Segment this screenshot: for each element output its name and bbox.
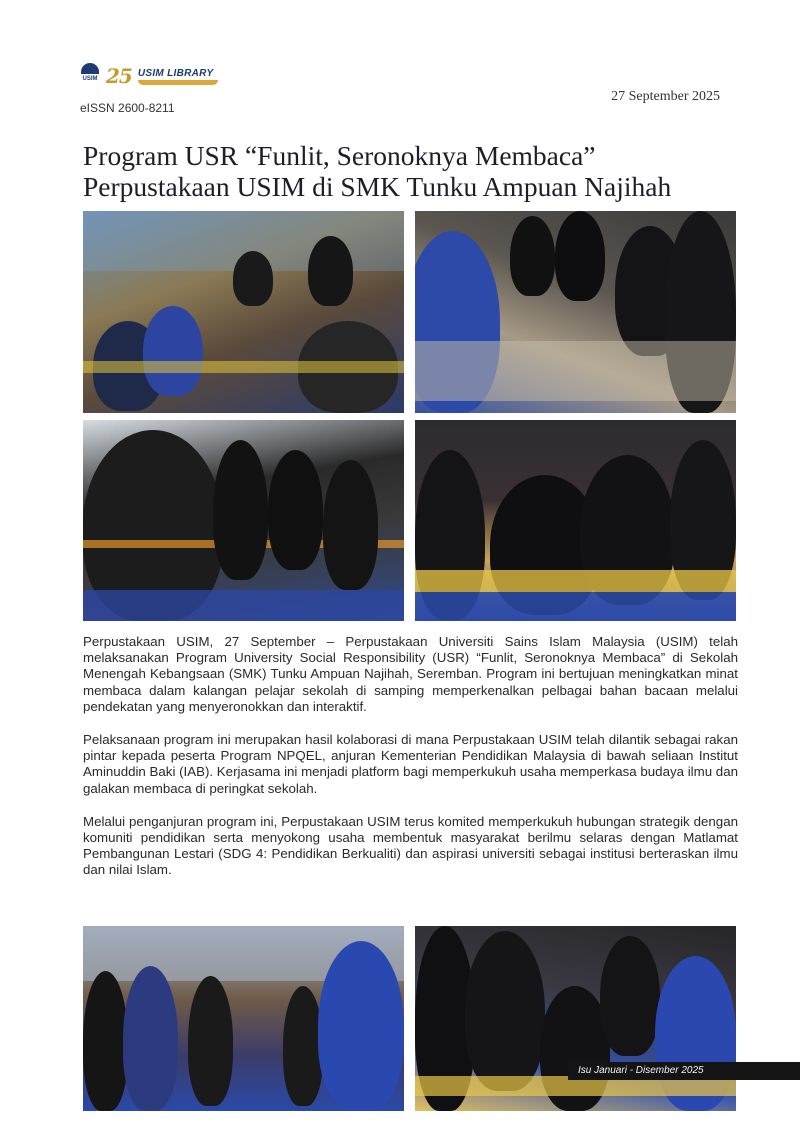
- header-logos: [80, 61, 218, 91]
- article-paragraph: Perpustakaan USIM, 27 September – Perpustakaan Universiti Sains Islam Malaysia (USIM) telah melaksanakan Program University Social Responsibility (USR) “Funlit, Seronoknya Membaca” di Sekolah Menengah Kebangsaan (SMK) Tunku Ampuan Najihah, Seremban. Program ini bertujuan meningkatkan minat membaca dalam kalangan pelajar sekolah di samping memperkenalkan pelbagai bahan bacaan melalui pendekatan yang menyeronokkan dan interaktif.: [83, 634, 738, 714]
- library-logo-text: USIM LIBRARY: [137, 67, 214, 79]
- usim-library-logo: [138, 68, 218, 85]
- usim-logo-text: USIM: [82, 76, 98, 82]
- photo-students-cheering: [415, 926, 736, 1111]
- anniversary-25-logo: 25: [106, 64, 132, 88]
- title-line-1: Program USR “Funlit, Seronoknya Membaca”: [83, 140, 596, 171]
- article-body: [83, 634, 738, 896]
- article-title: [83, 140, 743, 202]
- photo-students-discussion: [415, 211, 736, 413]
- usim-logo: [80, 63, 100, 89]
- photo-students-posing: [415, 420, 736, 621]
- title-line-2: Perpustakaan USIM di SMK Tunku Ampuan Najihah: [83, 171, 672, 202]
- photo-facilitator-with-students: [83, 420, 404, 621]
- photo-students-reading-table: [83, 211, 404, 413]
- article-paragraph: Pelaksanaan program ini merupakan hasil kolaborasi di mana Perpustakaan USIM telah dilantik sebagai rakan pintar kepada peserta Program NPQEL, anjuran Kementerian Pendidikan Malaysia di bawah seliaan Institut Aminuddin Baki (IAB). Kerjasama ini menjadi platform bagi memperkukuh usaha memperkasa budaya ilmu dan galakan membaca di peringkat sekolah.: [83, 732, 738, 796]
- issue-label: Isu Januari - Disember 2025: [568, 1062, 800, 1080]
- issn-label: eISSN 2600-8211: [80, 101, 175, 115]
- article-date: 27 September 2025: [611, 89, 720, 104]
- photo-outdoor-group: [83, 926, 404, 1111]
- usim-dome-icon: [81, 63, 99, 74]
- library-swoosh-icon: [138, 80, 218, 85]
- article-paragraph: Melalui penganjuran program ini, Perpustakaan USIM terus komited memperkukuh hubungan strategik dengan komuniti pendidikan serta menyokong usaha membentuk masyarakat berilmu selaras dengan Matlamat Pembangunan Lestari (SDG 4: Pendidikan Berkualiti) dan aspirasi universiti sebagai institusi berteraskan ilmu dan nilai Islam.: [83, 813, 738, 878]
